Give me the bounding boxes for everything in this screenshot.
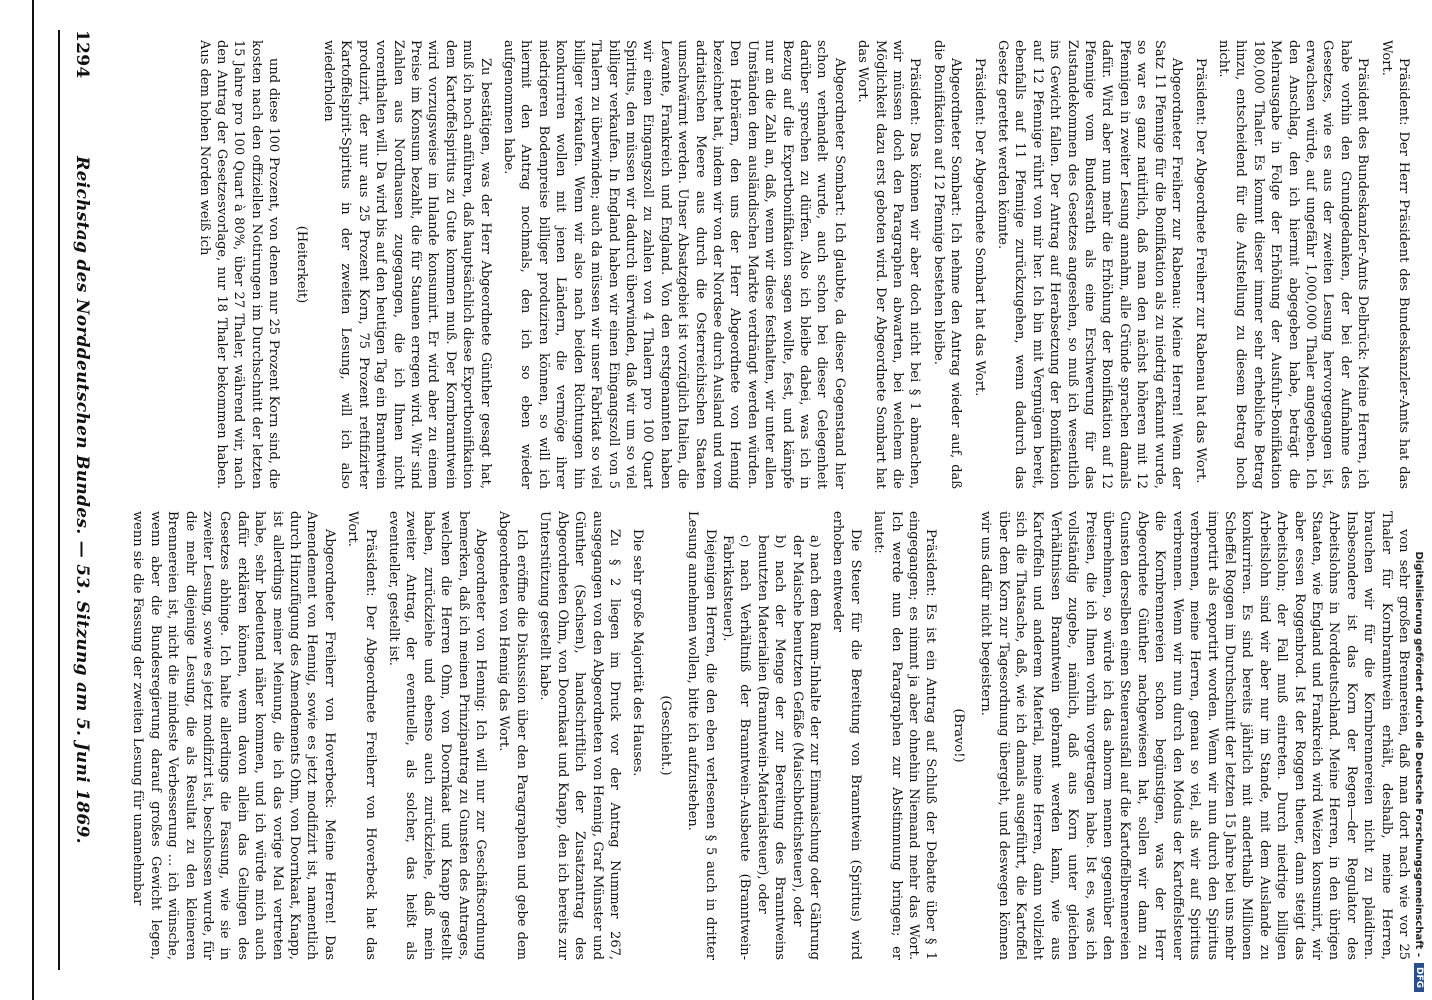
paragraph: Diejenigen Herren, die den eben verlesenen § 5 auch in dritter Lesung annehmen wollen, bitte ich aufzustehen. [685,511,718,960]
column-left [112,40,1412,489]
paragraph: Präsident: Das können wir aber doch nicht bei § 1 abmachen, wir müssen doch den Paragraphen abwarten, bei welchem die Möglichkeit dazu erst geboten wird. Der Abgeordnete Sombart hat das Wort. [855,40,923,489]
dfg-badge: DFG [1414,963,1424,992]
credit-text: Digitalisierung gefördert durch die Deutsche Forschungsgemeinschaft - [1413,551,1425,957]
paragraph: Präsident: Es ist ein Antrag auf Schluß der Debatte über § 1 eingegangen; es nimmt ja aber ohnehin Niemand mehr das Wort. Ich werde nun den Paragraphen zur Abstimmung bringen; er lautet: [871,511,939,960]
page-header [62,30,102,970]
digitization-credit [1412,8,1430,992]
paragraph: Präsident: Der Abgeordnete Freiherr von Hoverbeck hat das Wort. [345,511,378,960]
paragraph: Abgeordneter von Hennig: Ich will nur zur Geschäftsordnung bemerken, daß ich meinen Prinzipantrag zu Gunsten des Antrages, welchen die Herren Ohm, von Doornkaat und Knapp gestellt haben, zurückziehe und ebenso auch zurückziehe, daß mein zweiter Antrag, der eventuelle, als solcher, das heißt als eventueller, gestellt ist. [386,511,489,960]
paragraph: von sehr großen Brennereien, daß man dort nach wie vor 25 Thaler für Kornbranntwein erhält, deshalb, meine Herren, brauchen wir für die Kornbrennereien nicht zu plaidiren. Insbesondere ist das Korn der Regen—der Regulator des Arbeitslohns in Norddeutschland. Meine Herren, in den übrigen Staaten, wie England und Frankreich wird Weizen konsumirt, wir aber essen Roggenbrod. Ist der Roggen theuer, dann steigt das Arbeitslohn; der Fall muß eintreten. Durch niedrige billigen Arbeitslohn sind wir aber nur im Stande, mit dem Auslande zu konkurriren. Es sind bereits jährlich mit anderthalb Millionen Scheffel Roggen im Durchschnitt der letzten 15 Jahre bei uns mehr importirt als exportirt worden. Wenn wir nun durch den Spiritus verbrennen, meine Herren, genau so viel, als wir auf Spiritus verbrennen. Wenn wir nun durch den Modus der Kartoffelsteuer die Kornbrennereien schon begünstigen, was der Herr Abgeordnete Günther nachgewiesen hat, sollen wir dann zu Gunsten derselben einen Steuerausfall auf die Kartoffelbrennereien übernehmen, so würde ich das abnorm nennen gegenüber den Preisen, die ich Ihnen vorhin vorgetragen habe. Ist es, was ich vollständig zugebe, nämlich, daß aus Korn unter gleichen Verhältnissen Branntwein gebrannt werden kann, wie aus Kartoffeln und anderem Material, meine Herren, dann vollzieht sich die Thatsache, daß, wie ich damals ausgeführt, die Kartoffel über dem Korn zur Tagesordnung übergeht, und deswegen können wir uns dafür nicht begeistern. [978,511,1411,960]
paragraph: Abgeordneter Freiherr von Hoverbeck: Meine Herren! Das Amendement von Hennig, sowie es jetzt modifizirt ist, namentlich durch Hinzufügung des Amendements Ohm, von Doornkaat, Knapp, ist allerdings meiner Meinung, die ich das vorige Mal vertreten habe, sehr bedeutend näher kommen, und ich würde mich auch dafür erklären können, wenn davon allein das Gelingen des Gesetzes abhinge. Ich halte allerdings die Fassung, wie sie in zweiter Lesung, sowie es jetzt modifizirt ist, beschlossen wurde, für die mehr diejenige Lesung, die als Resultat zu den kleineren Brennereien ist, nicht die mindeste Verbesserung ... ich wünsche, wenn aber die Bundesregierung darauf großes Gewicht legen, wenn sie die Fassung der zweiten Lesung für unannehmbar [130,511,337,960]
list-item: a) nach dem Raum-Inhalte der zur Einmaischung oder Gährung der Maische benutzten Gefäße (Maischbottichsteuer), oder [789,535,822,960]
header-rule [58,30,60,970]
paragraph: Abgeordneter Freiherr zur Rabenau: Meine Herren! Wenn der Satz 11 Pfennige für die Bonifikation als zu niedrig erkannt wurde, so war es ganz natürlich, daß man den nächst höheren mit 12 Pfennigen in zweiter Lesung annahm, alle Gründe sprachen damals dafür. Wird aber nun mehr die Erhöhung der Bonifikation auf 12 Pfennige vom Bundesrath als eine Erschwerung für das Zustandekommen des Gesetzes angesehen, so muß ich wesentlich ins Gewicht fallen. Der Antrag auf Herabsetzung der Bonifikation auf 12 Pfennige rührt von mir her. Ich bin mit Vergnügen bereit, ebenfalls auf 11 Pfennige zurückzugehen, wenn dadurch das Gesetz gerettet werden könnte. [995,40,1185,489]
paragraph: Abgeordneter Sombart: Ich nehme den Antrag wieder auf, daß die Bonifikation auf 12 Pfennige bestehen bleibe. [930,40,964,489]
paragraph: Präsident: Der Abgeordnete Sombart hat das Wort. [971,58,987,397]
paragraph: Ich eröffne die Diskussion über den Paragraphen und gebe dem Abgeordneten von Hennig das Wort. [496,511,529,960]
paragraph: Zu § 2 liegen im Druck vor der Antrag Nummer 267, ausgegangen von den Abgeordneten von Hennig, Graf Münster und Günther (Sachsen), handschriftlich der Zusatzantrag des Abgeordneten Ohm, von Doornkaat und Knapp, den ich bereits zur Unterstützung gestellt habe. [537,511,622,960]
list-item: b) nach der Menge der zur Bereitung des Branntweins benutzten Materialien (Branntwein-Materialsteuer), oder [754,535,788,960]
running-title: Reichstag des Norddeutschen Bundes. — 53. Sitzung am 5. Juni 1869. [72,156,92,844]
page-edge-line [32,0,34,1000]
list-item: c) nach Verhältniß der Branntwein-Ausbeute (Branntwein-Fabrikatsteuer). [719,535,753,960]
stage-note: (Heiterkeit) [293,225,309,304]
stage-note: (Bravo!) [950,708,966,763]
paragraph: Präsident: Der Herr Präsident des Bundeskanzler-Amts hat das Wort. [1378,40,1411,489]
paragraph: Abgeordneter Sombart: Ich glaubte, da dieser Gegenstand hier schon verhandelt wurde, auch schon bei dieser Gelegenheit darüber sprechen zu dürfen. Also ich bleibe dabei, was ich in Bezug auf die Exportbonifikation sagen wollte, fest, und kämpfe nur an die Zahl an, daß, wenn wir diese festhalten, wir unter allen Umständen dem ausländischen Markte verdrängt werden würden. Den Hebräern, den uns der Herr Abgeordnete von Hennig bezeichnet hat, indem wir von der Nordsee durch Ausland und vom adriatischen Meere aus durch die Osterreichischen Staaten umschwärmt werden. Unser Absatzgebiet ist vorzüglich Italien, die Levante, Frankreich und England. Von den erstgenannten haben wir einen Eingangszoll zu zahlen von 4 Thalern pro 100 Quart Spiritus, den müssen wir dadurch überwinden, daß wir um so viel billiger verkaufen. In England haben wir einen Eingangszoll von 5 Thalern zu überwinden; auch da müssen wir unser Fabrikat so viel billiger verkaufen. Wenn wir also nach beiden Richtungen hin konkurriren wollen mit jenen Ländern, die vermöge ihrer niedrigeren Bodenpreise billiger produziren können, so will ich hiermit den Antrag nochmals, den ich so eben wieder aufgenommen habe. [501,40,847,489]
text-columns [112,40,1412,960]
paragraph: Zu bestätigen, was der Herr Abgeordnete Günther gesagt hat, muß ich noch anführen, daß hauptsächlich diese Exportbonifikation dem Kartoffelspiritus zu Gute kommen muß. Der Kornbranntwein wird vorzugsweise im Inlande konsumirt. Er wird aber zu einem Preise im Konsum bezahlt, die für Staunen erregen wird. Wir sind Zahlen aus Nordhausen zugegangen, die ich Ihnen nicht vorenthalten will. Da wird bis auf den heutigen Tag ein Branntwein produzirt, der nur aus 25 Prozent Korn, 75 Prozent reftifizirter Kartoffelspirit-Spiritus in der zweiten Lesung, will ich also wiederholen [321,40,493,489]
stage-note: (Geschieht.) [657,695,673,776]
paragraph: und diese 100 Prozent, von denen nur 25 Prozent Korn sind, die kosten nach den offiziellen Notirungen im Durchschnitt der letzten 15 Jahre pro 100 Quart à 80%, über 27 Thaler, während wir, nach den Antrag der Gesetzesvorlage, nur 18 Thaler bekommen haben. Aus dem hohen Norden weiß ich [196,40,282,489]
column-right [112,511,1412,960]
paragraph: Präsident des Bundeskanzler-Amts Delbrück: Meine Herren, ich habe vorhin den Grundgedanken, der bei der Aufnahme des Gesetzes, wie es aus der zweiten Lesung hervorgegangen ist, erwachsen würde, auf ungefähr 1,000,000 Thaler angegeben. Ich den Anschlag, den ich hiermit abgegeben habe, beträgt die Mehrausgabe in Folge der Erhöhung der Ausfuhr-Bonifikation 180,000 Thaler. Es kommt dieser immer sehr erhebliche Betrag hinzu, entscheidend für die Aufstellung zu diesem Betrag hoch nicht. [1215,40,1371,489]
page-number: 1294 [72,30,92,79]
paragraph: Die sehr große Majorität des Hauses. [630,529,646,777]
paragraph: Präsident: Der Abgeordnete Freiherr zur Rabenau hat das Wort. [1192,58,1208,484]
paragraph: Die Steuer für die Bereitung von Branntwein (Spiritus) wird erhoben entweder [830,511,863,960]
